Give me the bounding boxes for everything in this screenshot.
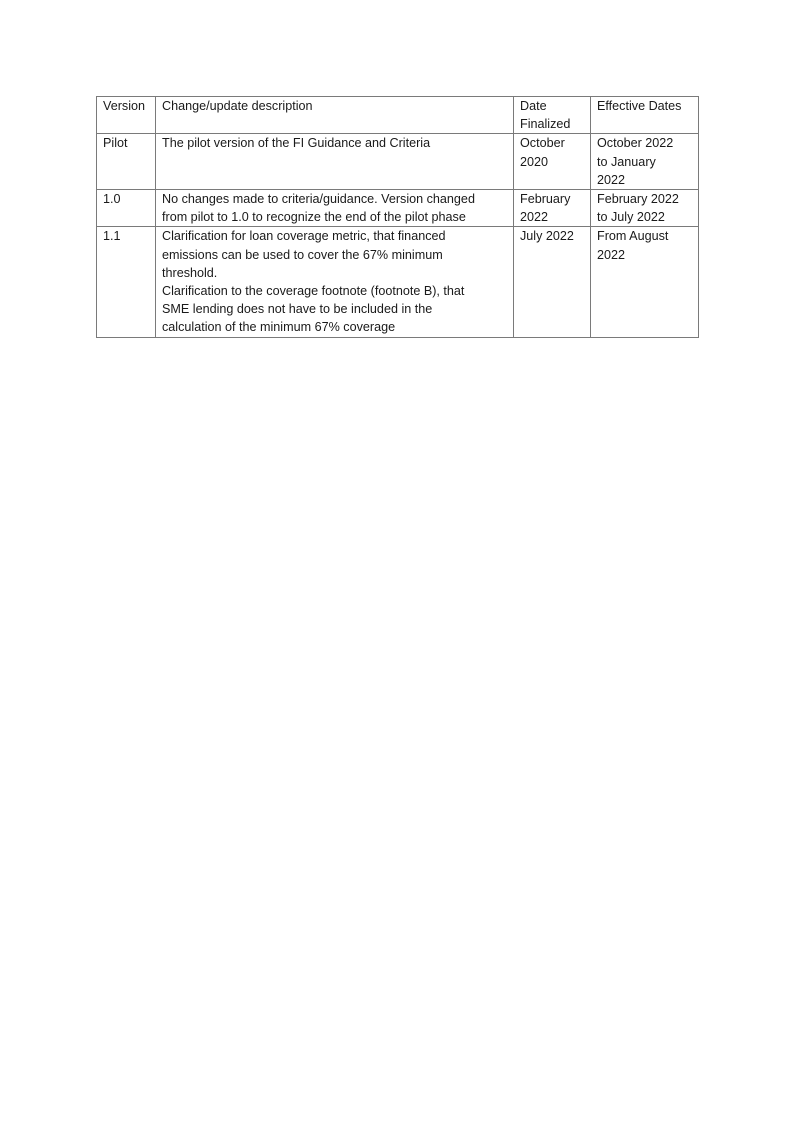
description-line: from pilot to 1.0 to recognize the end of the pilot phase: [162, 210, 466, 225]
header-version-text: Version: [103, 99, 146, 113]
header-version: [97, 97, 156, 134]
table-header-row: [97, 97, 699, 134]
effective-dates-line: to January: [597, 154, 656, 169]
version-text: 1.0: [103, 192, 121, 207]
description-line: threshold.: [162, 265, 218, 280]
date-finalized-line: February: [520, 192, 571, 207]
cell-description: [156, 134, 514, 190]
effective-dates-line: February 2022: [597, 192, 679, 207]
description-line: No changes made to criteria/guidance. Version changed: [162, 192, 475, 207]
description-line: calculation of the minimum 67% coverage: [162, 320, 396, 335]
description-line: emissions can be used to cover the 67% minimum: [162, 247, 443, 262]
description-line: The pilot version of the FI Guidance and Criteria: [162, 136, 431, 151]
table-row: [97, 227, 699, 337]
version-text: Pilot: [103, 136, 128, 151]
cell-date-finalized: [514, 227, 591, 337]
header-effective-dates-text: Effective Dates: [597, 99, 682, 113]
date-finalized-line: 2022: [520, 210, 549, 225]
cell-version: [97, 190, 156, 227]
header-date-finalized-line: Finalized: [520, 117, 571, 132]
table-row: [97, 190, 699, 227]
date-finalized-line: October: [520, 136, 565, 151]
date-finalized-line: July 2022: [520, 229, 574, 244]
cell-effective-dates: [591, 227, 699, 337]
description-line: Clarification for loan coverage metric, that financed: [162, 229, 446, 244]
header-date-finalized: [514, 97, 591, 134]
cell-effective-dates: [591, 134, 699, 190]
header-effective-dates: [591, 97, 699, 134]
version-text: 1.1: [103, 229, 121, 244]
cell-version: [97, 227, 156, 337]
cell-description: [156, 190, 514, 227]
version-history-table: [96, 96, 699, 338]
description-line: Clarification to the coverage footnote (footnote B), that: [162, 284, 465, 299]
header-description-text: Change/update description: [162, 99, 313, 113]
cell-date-finalized: [514, 134, 591, 190]
cell-date-finalized: [514, 190, 591, 227]
table-row: [97, 134, 699, 190]
effective-dates-line: 2022: [597, 172, 626, 187]
cell-version: [97, 134, 156, 190]
effective-dates-line: to July 2022: [597, 210, 665, 225]
cell-effective-dates: [591, 190, 699, 227]
effective-dates-line: 2022: [597, 247, 626, 262]
effective-dates-line: From August: [597, 229, 669, 244]
description-line: SME lending does not have to be included in the: [162, 302, 433, 317]
effective-dates-line: October 2022: [597, 136, 674, 151]
header-description: [156, 97, 514, 134]
header-date-finalized-line: Date: [520, 99, 547, 113]
date-finalized-line: 2020: [520, 154, 549, 169]
cell-description: [156, 227, 514, 337]
